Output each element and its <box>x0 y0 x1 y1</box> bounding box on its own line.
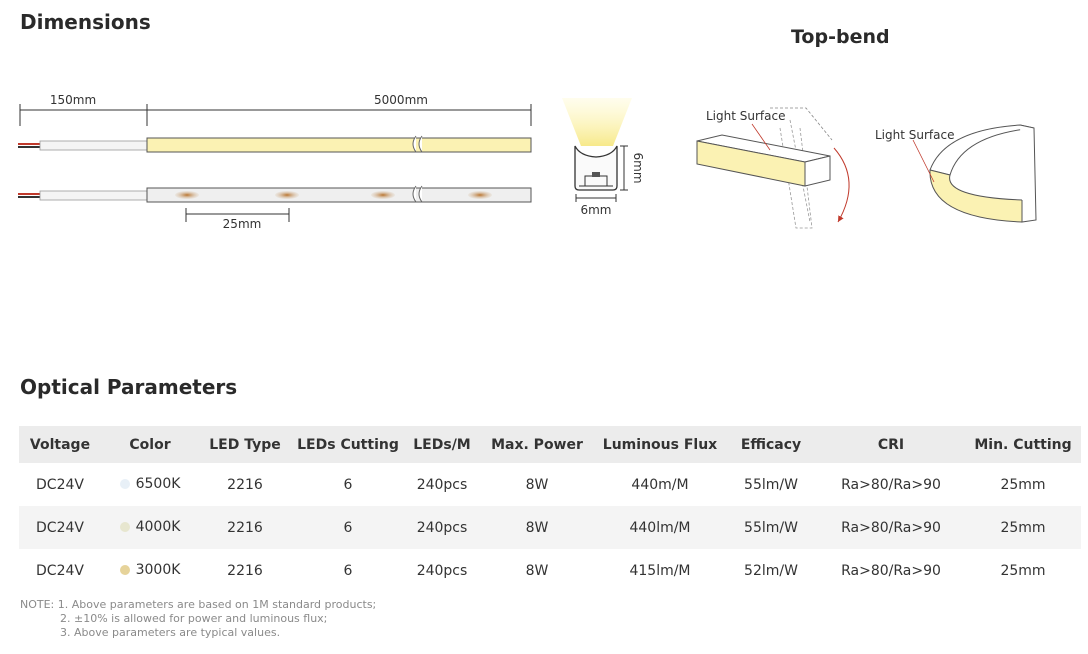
header-luminous-flux: Luminous Flux <box>595 426 725 463</box>
header-cri: CRI <box>817 426 965 463</box>
profile-width-label: 6mm <box>580 203 612 217</box>
top-bend-heading: Top-bend <box>791 26 890 48</box>
cell-leds-m: 240pcs <box>416 562 468 579</box>
cell-max-power: 8W <box>479 506 595 549</box>
header-min-cutting: Min. Cutting <box>965 426 1081 463</box>
led-spacing-label: 25mm <box>222 217 262 231</box>
cell-led-type: 2216 <box>199 506 291 549</box>
cell-efficacy: 55lm/W <box>725 506 817 549</box>
cell-voltage: DC24V <box>36 562 84 579</box>
table-row <box>19 549 1081 592</box>
note-line-2: 2. ±10% is allowed for power and luminous flux; <box>60 612 328 625</box>
cell-voltage: DC24V <box>19 506 101 549</box>
cell-max-power: 8W <box>525 476 549 493</box>
light-surface-label-2: Light Surface <box>875 128 955 142</box>
header-color: Color <box>101 426 199 463</box>
strip-length-label: 5000mm <box>374 93 428 107</box>
lead-length-label: 150mm <box>49 93 97 107</box>
cell-efficacy: 55lm/W <box>744 476 798 493</box>
note-line-1: NOTE: 1. Above parameters are based on 1M standard products; <box>20 598 377 611</box>
cell-luminous-flux: 440lm/M <box>595 506 725 549</box>
profile-height-label: 6mm <box>631 152 645 184</box>
table-row <box>19 463 1081 506</box>
cell-cri: Ra>80/Ra>90 <box>817 506 965 549</box>
cell-min-cutting: 25mm <box>1000 476 1046 493</box>
cell-leds-cutting: 6 <box>343 476 353 493</box>
cell-cri: Ra>80/Ra>90 <box>841 562 941 579</box>
cell-min-cutting: 25mm <box>965 506 1081 549</box>
cell-max-power: 8W <box>525 562 549 579</box>
header-voltage: Voltage <box>19 426 101 463</box>
table-header-row <box>19 426 1081 463</box>
color-label: 4000K <box>135 519 181 535</box>
cell-min-cutting: 25mm <box>1000 562 1046 579</box>
cell-cri: Ra>80/Ra>90 <box>841 476 941 493</box>
cell-color <box>101 463 199 506</box>
dimension-diagram <box>0 0 1088 260</box>
cell-led-type: 2216 <box>227 562 263 579</box>
color-swatch-icon <box>120 522 130 532</box>
header-max-power: Max. Power <box>479 426 595 463</box>
note-line-3: 3. Above parameters are typical values. <box>60 626 281 639</box>
color-label: 6500K <box>135 476 181 492</box>
optical-parameters-heading: Optical Parameters <box>20 375 238 399</box>
lit-strip <box>18 136 531 152</box>
cell-voltage: DC24V <box>36 476 84 493</box>
cell-efficacy: 52lm/W <box>744 562 798 579</box>
color-label: 3000K <box>135 562 181 578</box>
header-leds-cutting: LEDs Cutting <box>291 426 405 463</box>
cell-led-type: 2216 <box>227 476 263 493</box>
cell-color <box>101 506 199 549</box>
light-surface-label-1: Light Surface <box>706 109 786 123</box>
cell-color <box>101 549 199 592</box>
header-led-type: LED Type <box>199 426 291 463</box>
cell-leds-cutting: 6 <box>291 506 405 549</box>
profile-cross-section <box>562 98 632 202</box>
color-swatch-icon <box>120 479 130 489</box>
cell-leds-m: 240pcs <box>416 476 468 493</box>
bend-bar-illustration <box>697 108 849 228</box>
notes <box>20 598 376 640</box>
cell-leds-m: 240pcs <box>405 506 479 549</box>
cell-leds-cutting: 6 <box>343 562 353 579</box>
cell-luminous-flux: 415lm/M <box>629 562 691 579</box>
dimensions-heading: Dimensions <box>20 10 151 34</box>
header-leds-m: LEDs/M <box>405 426 479 463</box>
header-efficacy: Efficacy <box>725 426 817 463</box>
cell-luminous-flux: 440m/M <box>631 476 689 493</box>
color-swatch-icon <box>120 565 130 575</box>
table-row <box>19 506 1081 549</box>
optical-parameters-table <box>19 426 1081 592</box>
unlit-strip <box>18 186 531 202</box>
